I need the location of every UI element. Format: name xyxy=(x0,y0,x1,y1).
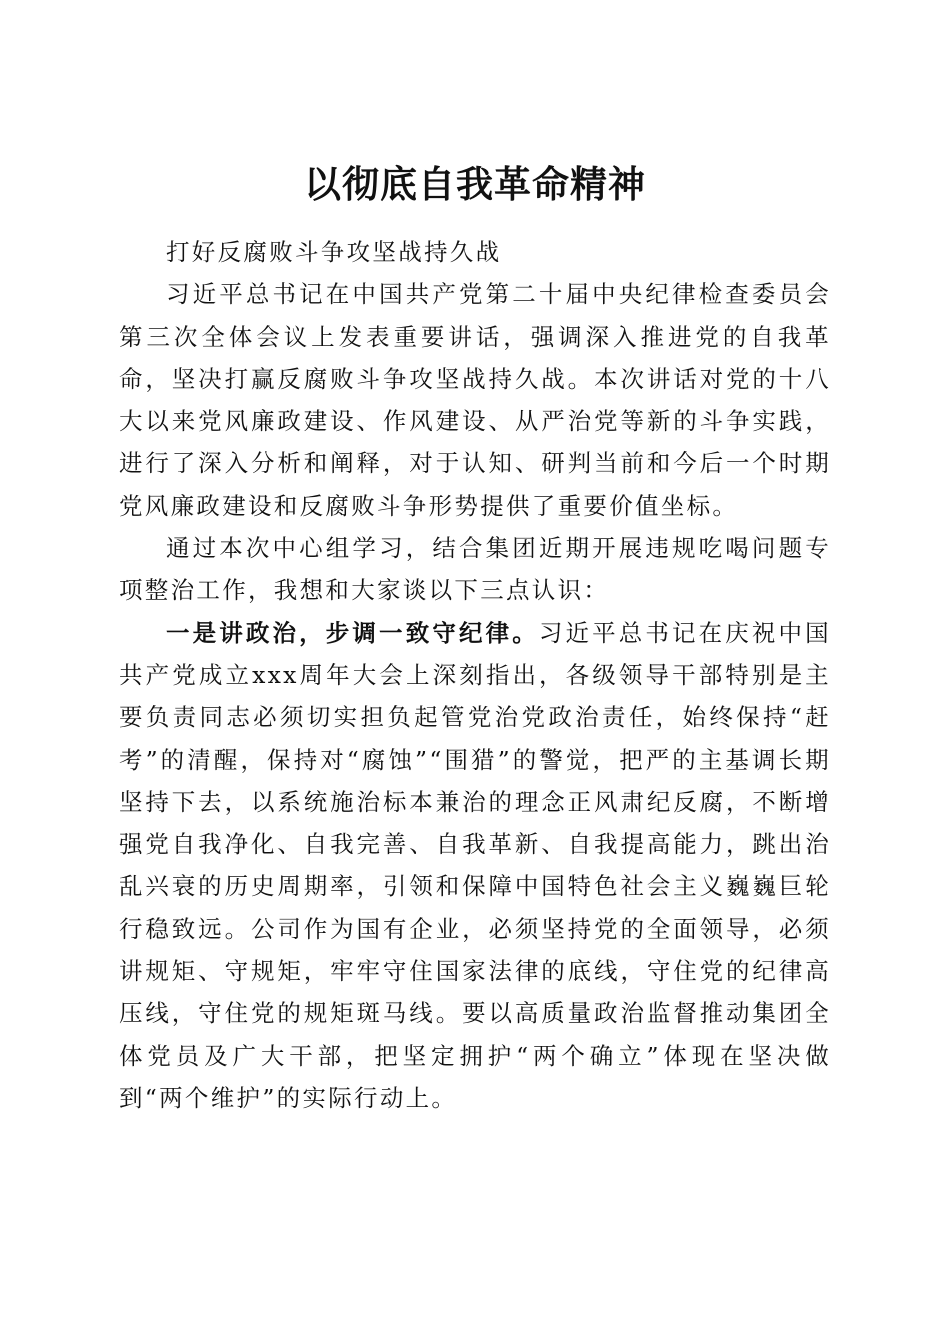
paragraph-study: 通过本次中心组学习，结合集团近期开展违规吃喝问题专项整治工作，我想和大家谈以下三点认识： xyxy=(119,534,831,605)
paragraph-intro: 习近平总书记在中国共产党第二十届中央纪律检查委员会第三次全体会议上发表重要讲话，强调深入推进党的自我革命，坚决打赢反腐败斗争攻坚战持久战。本次讲话对党的十八大以来党风廉政建设、作风建设、从严治党等新的斗争实践，进行了深入分析和阐释，对于认知、研判当前和今后一个时期党风廉政建设和反腐败斗争形势提供了重要价值坐标。 xyxy=(119,280,831,520)
point-one-heading: 一是讲政治，步调一致守纪律。 xyxy=(166,618,539,647)
document-title: 以彻底自我革命精神 xyxy=(304,161,646,206)
point-one-text: 习近平总书记在庆祝中国共产党成立xxx周年大会上深刻指出，各级领导干部特别是主要负责同志必须切实担负起管党治党政治责任，始终保持“赶考”的清醒，保持对“腐蚀”“围猎”的警觉，把严的主基调长期坚持下去，以系统施治标本兼治的理念正风肃纪反腐，不断增强党自我净化、自我完善、自我革新、自我提高能力，跳出治乱兴衰的历史周期率，引领和保障中国特色社会主义巍巍巨轮行稳致远。公司作为国有企业，必须坚持党的全面领导，必须讲规矩、守规矩，牢牢守住国家法律的底线，守住党的纪律高压线，守住党的规矩斑马线。要以高质量政治监督推动集团全体党员及广大干部，把坚定拥护“两个确立”体现在坚决做到“两个维护”的实际行动上。 xyxy=(119,618,831,1112)
document-body xyxy=(119,231,831,1119)
paragraph-point-one xyxy=(119,612,831,1120)
subtitle-paragraph: 打好反腐败斗争攻坚战持久战 xyxy=(166,238,502,266)
